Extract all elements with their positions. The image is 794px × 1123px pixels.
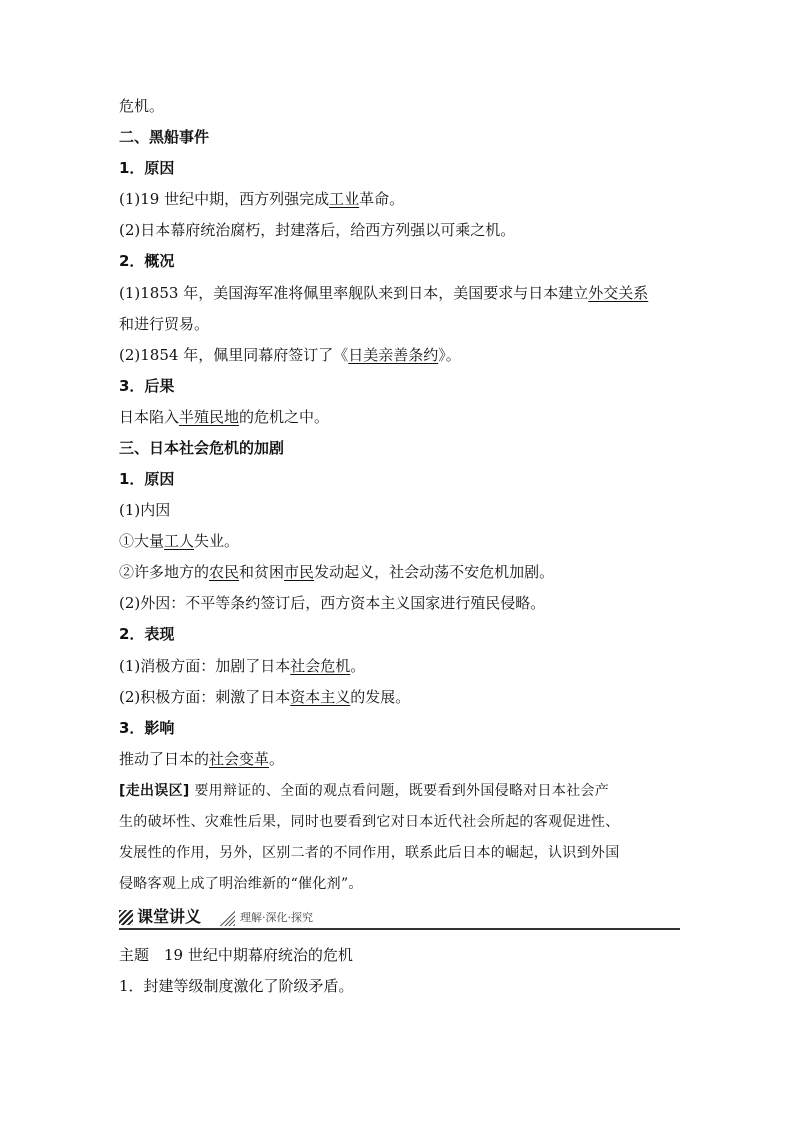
underlined-term: 市民 [284, 563, 315, 581]
text-line: 危机。 [119, 97, 165, 115]
text-line: (2)日本幕府统治腐朽，封建落后，给西方列强以可乘之机。 [119, 221, 516, 239]
note-line: [走出误区] 要用辩证的、全面的观点看问题，既要看到外国侵略对日本社会产 [119, 783, 610, 799]
text-line: (2)积极方面：刺激了日本资本主义的发展。 [119, 688, 411, 706]
banner-title: 课堂讲义 [137, 907, 202, 926]
text-line: (1)19 世纪中期，西方列强完成工业革命。 [119, 190, 405, 208]
section-banner [119, 906, 680, 930]
triangle-icon [219, 910, 235, 926]
underlined-term: 外交关系 [588, 284, 649, 302]
note-line: 侵略客观上成了明治维新的“催化剂”。 [119, 876, 363, 892]
topic-title: 主题 19 世纪中期幕府统治的危机 [119, 946, 353, 964]
subheading: 2．概况 [119, 252, 175, 270]
underlined-term: 资本主义 [290, 688, 351, 706]
underlined-term: 社会变革 [209, 750, 270, 768]
note-line: 发展性的作用，另外，区别二者的不同作用，联系此后日本的崛起，认识到外国 [119, 845, 620, 861]
text-line: (1)内因 [119, 501, 171, 519]
text-line: ②许多地方的农民和贫困市民发动起义，社会动荡不安危机加剧。 [119, 563, 555, 581]
section-heading: 三、日本社会危机的加剧 [119, 439, 285, 457]
text-line: 1．封建等级制度激化了阶级矛盾。 [119, 977, 354, 995]
stripes-icon [119, 910, 133, 925]
section-heading: 二、黑船事件 [119, 128, 210, 146]
note-line: 生的破坏性、灾难性后果，同时也要看到它对日本近代社会所起的客观促进性、 [119, 814, 620, 830]
divider [119, 928, 680, 930]
text-line: 日本陷入半殖民地的危机之中。 [119, 408, 330, 426]
subheading: 3．后果 [119, 377, 175, 395]
text-line: (1)消极方面：加剧了日本社会危机。 [119, 657, 366, 675]
text-line: 推动了日本的社会变革。 [119, 750, 285, 768]
subheading: 1．原因 [119, 470, 175, 488]
underlined-term: 工人 [164, 532, 195, 550]
text-line: (2)外因：不平等条约签订后，西方资本主义国家进行殖民侵略。 [119, 594, 546, 612]
text-line: (1)1853 年，美国海军准将佩里率舰队来到日本，美国要求与日本建立外交关系 [119, 284, 649, 302]
underlined-term: 日美亲善条约 [348, 346, 439, 364]
note-tag: [走出误区] [119, 783, 190, 799]
subheading: 1．原因 [119, 159, 175, 177]
underlined-term: 工业 [329, 190, 360, 208]
banner-subtitle: 理解·深化·探究 [240, 911, 313, 924]
underlined-term: 社会危机 [290, 657, 351, 675]
text-line: (2)1854 年，佩里同幕府签订了《日美亲善条约》。 [119, 346, 461, 364]
subheading: 3．影响 [119, 719, 175, 737]
underlined-term: 半殖民地 [179, 408, 240, 426]
subheading: 2．表现 [119, 625, 175, 643]
underlined-term: 农民 [209, 563, 240, 581]
text-line: 和进行贸易。 [119, 315, 210, 333]
text-line: ①大量工人失业。 [119, 532, 240, 550]
